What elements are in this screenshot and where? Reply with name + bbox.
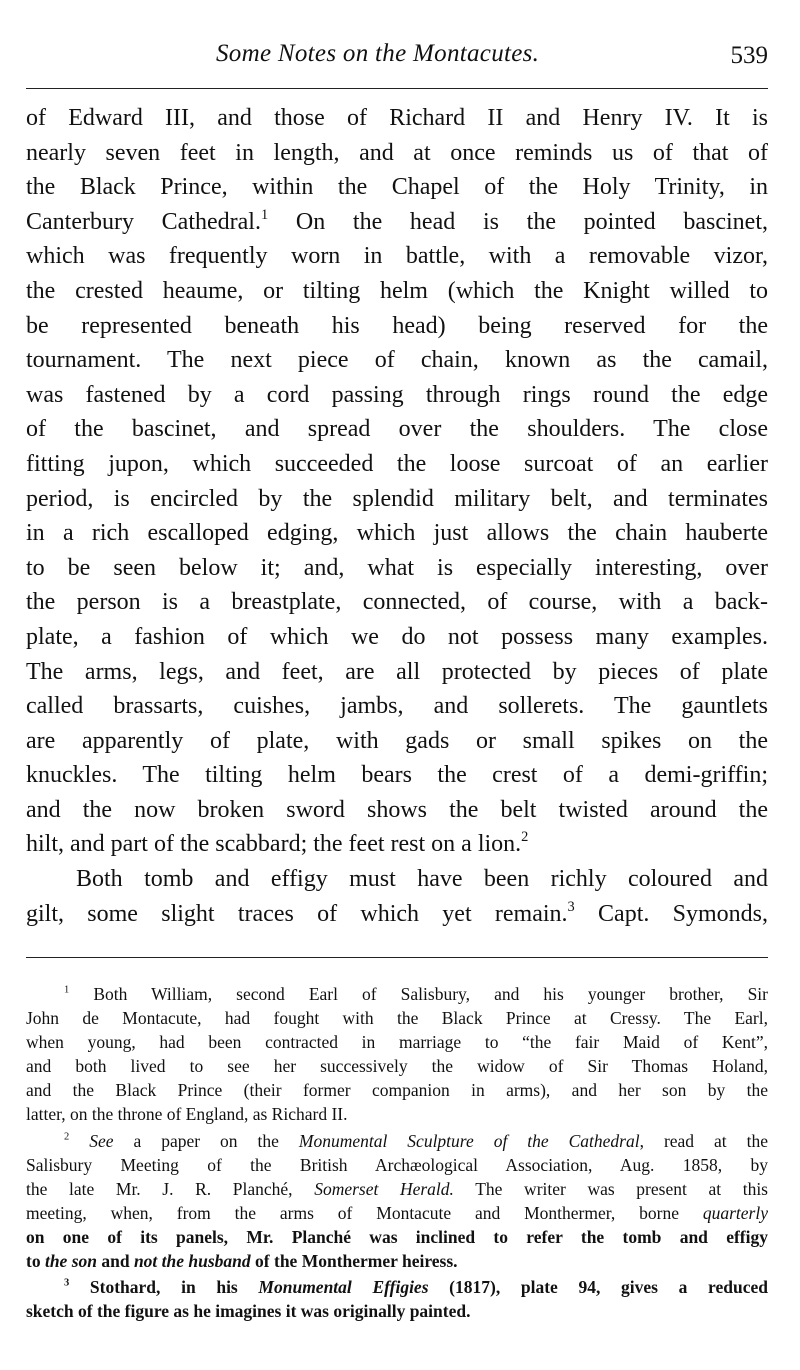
body-line: the crested heaume, or tilting helm (which the Knight willed to <box>26 277 768 304</box>
body-line: hilt, and part of the scabbard; the feet rest on a lion.$^2$ <box>26 829 529 858</box>
footnote-marker-2: 2 <box>64 1131 70 1143</box>
body-line: to be seen below it; and, what is especially interesting, over <box>26 554 768 581</box>
footnote-marker-3: 3 <box>64 1277 70 1289</box>
footnote-ref-3: 3 <box>567 898 575 915</box>
body-line: of Edward III, and those of Richard II and Henry IV. It is <box>26 105 768 131</box>
footnote-ref-2: 2 <box>521 829 529 846</box>
body-line: was fastened by a cord passing through rings round the edge <box>26 381 768 408</box>
body-line: and the now broken sword shows the belt twisted around the <box>26 796 768 823</box>
footnote-2-line: on one of its panels, Mr. Planché was inclined to refer the tomb and effigy <box>26 1226 768 1247</box>
body-line: which was frequently worn in battle, with a removable vizor, <box>26 243 768 270</box>
footnote-2-line: meeting, when, from the arms of Montacute and Monthermer, borne quarterly <box>26 1202 768 1223</box>
body-line: be represented beneath his head) being reserved for the <box>26 312 768 339</box>
body-line: are apparently of plate, with gads or small spikes on the <box>26 727 768 754</box>
footnote-3-line: $^3$ Stothard, in his Monumental Effigies (1817), plate 94, gives a reduced <box>64 1277 768 1298</box>
header-rule <box>26 88 768 89</box>
footnotes <box>26 982 768 1323</box>
body-line: fitting jupon, which succeeded the loose surcoat of an earlier <box>26 450 768 477</box>
running-head <box>26 40 768 80</box>
footnote-1-line: and both lived to see her successively the widow of Sir Thomas Holand, <box>26 1056 768 1077</box>
cited-title: Monumental Sculpture of the Cathedral <box>298 1130 640 1151</box>
footnote-marker-1: 1 <box>64 984 70 996</box>
page-number: 539 <box>730 42 768 69</box>
body-line: the Black Prince, within the Chapel of the Holy Trinity, in <box>26 174 768 201</box>
body-line: period, is encircled by the splendid military belt, and terminates <box>26 485 768 512</box>
footnote-ref-1: 1 <box>260 206 269 223</box>
body-line: Both tomb and effigy must have been richly coloured and <box>76 866 768 893</box>
body-line: Canterbury Cathedral.$^1$ On the head is the pointed bascinet, <box>26 206 768 235</box>
footnote-1-line: and the Black Prince (their former companion in arms), and her son by the <box>26 1080 768 1101</box>
running-title: Some Notes on the Montacutes. <box>216 40 540 67</box>
body-line: nearly seven feet in length, and at once reminds us of that of <box>26 139 768 166</box>
footnote-3-line: sketch of the figure as he imagines it was originally painted. <box>26 1301 471 1322</box>
footnote-2-line: Salisbury Meeting of the British Archæological Association, Aug. 1858, by <box>26 1154 768 1175</box>
footnote-2-line: $^2$ See a paper on the Monumental Sculpture of the Cathedral, read at the <box>64 1130 768 1151</box>
body-line: in a rich escalloped edging, which just allows the chain hauberte <box>26 520 768 547</box>
body-line: plate, a fashion of which we do not possess many examples. <box>26 623 768 650</box>
footnote-1-line: $^1$ Both William, second Earl of Salisbury, and his younger brother, Sir <box>64 984 768 1004</box>
body-line: the person is a breastplate, connected, of course, with a back- <box>26 589 768 616</box>
footnote-1-line: latter, on the throne of England, as Richard II. <box>26 1104 348 1125</box>
body-line: tournament. The next piece of chain, known as the camail, <box>26 347 768 374</box>
footnote-1-line: John de Montacute, had fought with the Black Prince at Cressy. The Earl, <box>26 1008 768 1029</box>
body-text <box>26 101 768 931</box>
footnote-2-line: to the son and not the husband of the Monthermer heiress. <box>26 1251 458 1272</box>
footnote-2-line: the late Mr. J. R. Planché, Somerset Herald. The writer was present at this <box>26 1178 768 1199</box>
footnote-rule <box>26 957 768 958</box>
body-line: gilt, some slight traces of which yet remain.$^3$ Capt. Symonds, <box>26 898 768 927</box>
footnote-1-line: when young, had been contracted in marriage to “the fair Maid of Kent”, <box>26 1032 768 1053</box>
body-line: The arms, legs, and feet, are all protected by pieces of plate <box>26 658 768 685</box>
body-line: called brassarts, cuishes, jambs, and sollerets. The gauntlets <box>26 693 768 720</box>
body-line: knuckles. The tilting helm bears the crest of a demi-griffin; <box>26 762 768 789</box>
body-line: of the bascinet, and spread over the shoulders. The close <box>26 416 768 443</box>
book-page <box>26 0 768 1370</box>
